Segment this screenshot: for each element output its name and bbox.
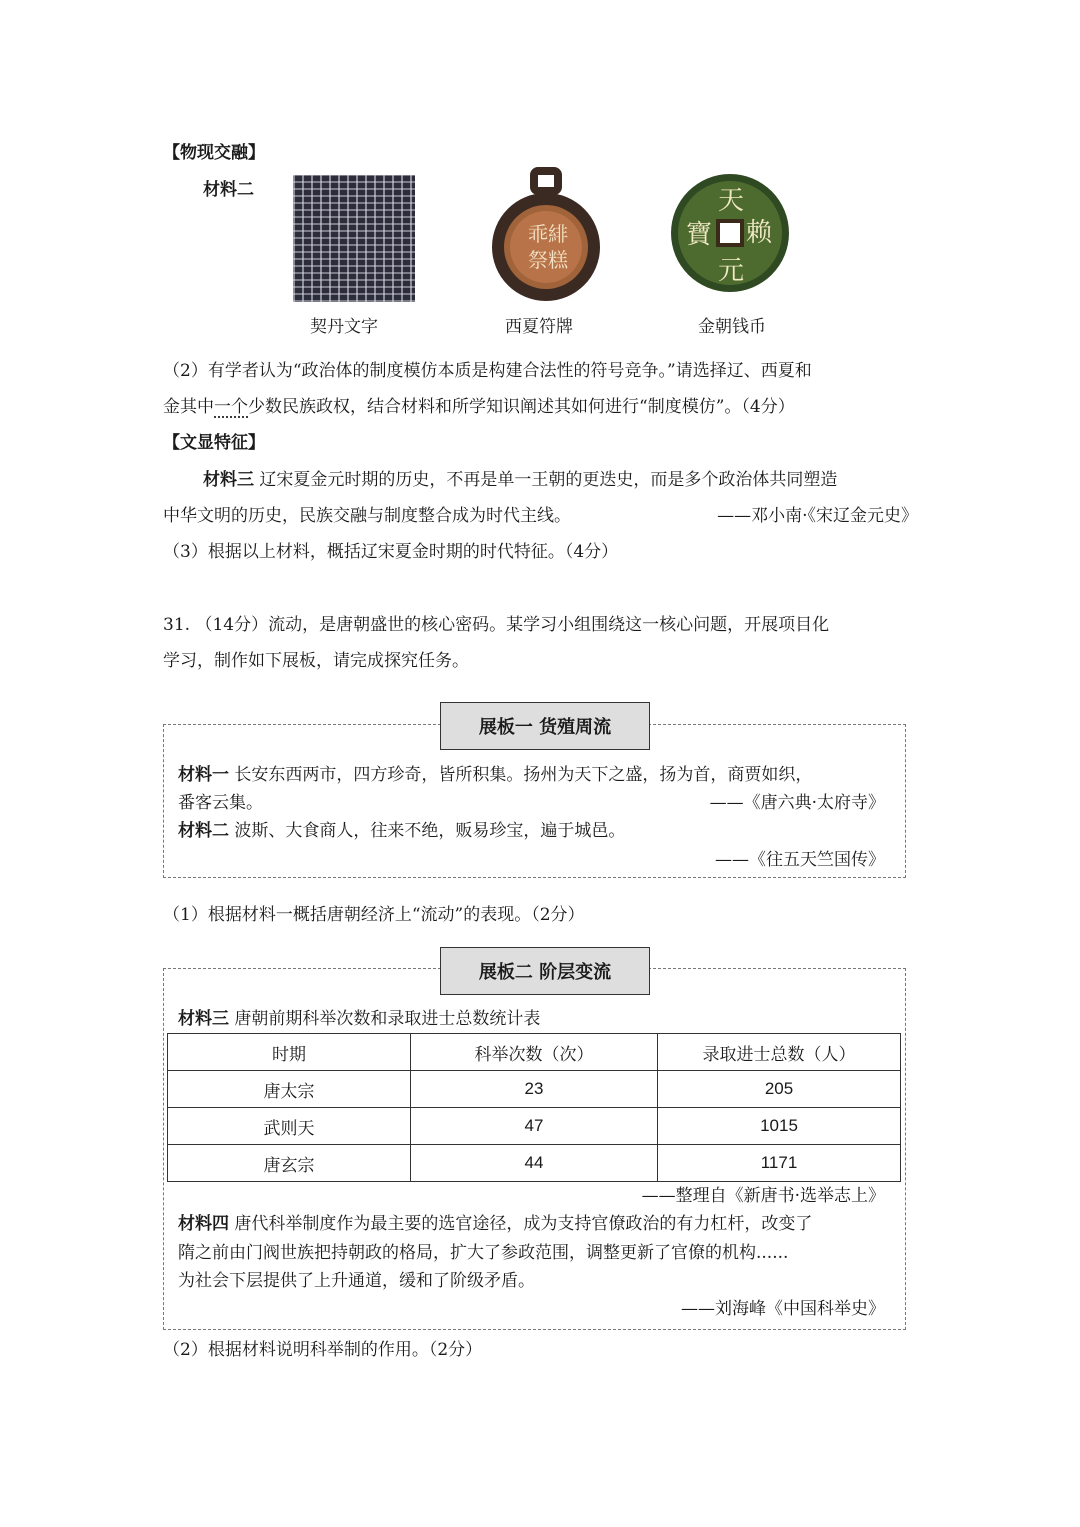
material-three-line-2: 中华文明的历史，民族交融与制度整合成为时代主线。 xyxy=(163,506,571,526)
board-two-question-2: （2）根据材料说明科举制的作用。（2分） xyxy=(163,1340,483,1360)
question-2-line-1: （2）有学者认为“政治体的制度模仿本质是构建合法性的符号竞争。”请选择辽、西夏和 xyxy=(163,361,812,381)
question-31-line-2: 学习，制作如下展板，请完成探究任务。 xyxy=(163,651,469,671)
board-two-material-four-line-3: 为社会下层提供了上升通道，缓和了阶级矛盾。 xyxy=(178,1271,535,1291)
table-header: 录取进士总数（人） xyxy=(658,1034,901,1071)
svg-text:寶: 寶 xyxy=(686,220,713,250)
section-heading-material-fusion: 【物现交融】 xyxy=(163,143,265,163)
board-two-material-four-line-1: 材料四 唐代科举制度作为最主要的选官途径，成为支持官僚政治的有力杠杆，改变了 xyxy=(178,1214,813,1234)
image-caption-khitan: 契丹文字 xyxy=(310,317,378,337)
table-cell: 47 xyxy=(411,1108,658,1145)
table-cell: 武则天 xyxy=(168,1108,411,1145)
svg-text:祭: 祭 xyxy=(528,248,548,272)
board-two-material-four-line-2: 隋之前由门阀世族把持朝政的格局，扩大了参政范围，调整更新了官僚的机构...... xyxy=(178,1243,789,1263)
svg-text:緋: 緋 xyxy=(548,222,568,246)
western-xia-token-image xyxy=(490,163,602,303)
board-two-material-three-source: ——整理自《新唐书·选举志上》 xyxy=(641,1186,885,1206)
board-two-material-three-title: 材料三 唐朝前期科举次数和录取进士总数统计表 xyxy=(178,1009,541,1029)
table-row xyxy=(168,1108,901,1145)
board-one-material-two-source: ——《往五天竺国传》 xyxy=(715,850,885,870)
khitan-stele-image xyxy=(293,175,415,302)
table-cell: 23 xyxy=(411,1071,658,1108)
material-three-line-1: 材料三 辽宋夏金元时期的历史，不再是单一王朝的更迭史，而是多个政治体共同塑造 xyxy=(203,470,838,490)
svg-text:乖: 乖 xyxy=(528,222,548,246)
question-31-line-1: 31. （14分）流动，是唐朝盛世的核心密码。某学习小组围绕这一核心问题，开展项目化 xyxy=(163,615,830,635)
table-cell: 205 xyxy=(658,1071,901,1108)
table-cell: 44 xyxy=(411,1145,658,1182)
svg-text:元: 元 xyxy=(718,256,745,286)
section-heading-cultural-features: 【文显特征】 xyxy=(163,433,265,453)
question-2-line-2: 金其中一个少数民族政权，结合材料和所学知识阐述其如何进行“制度模仿”。（4分） xyxy=(163,397,795,417)
image-caption-jin: 金朝钱币 xyxy=(698,317,766,337)
material-label: 材料二 xyxy=(203,180,254,200)
table-cell: 唐太宗 xyxy=(168,1071,411,1108)
board-one-material-one-source: ——《唐六典·太府寺》 xyxy=(709,793,885,813)
board-two-title: 展板二 阶层变流 xyxy=(440,947,650,995)
table-cell: 唐玄宗 xyxy=(168,1145,411,1182)
board-one-material-one-line-2: 番客云集。 xyxy=(178,793,263,813)
table-row xyxy=(168,1071,901,1108)
board-two-material-four-source: ——刘海峰《中国科举史》 xyxy=(681,1299,885,1319)
svg-text:糕: 糕 xyxy=(548,248,568,272)
table-header: 科举次数（次） xyxy=(411,1034,658,1071)
image-caption-western-xia: 西夏符牌 xyxy=(505,317,573,337)
board-one-material-one-line-1: 材料一 长安东西两市，四方珍奇，皆所积集。扬州为天下之盛，扬为首，商贾如织， xyxy=(178,765,813,785)
jin-coin-image xyxy=(670,173,790,293)
imperial-exam-statistics-table xyxy=(167,1033,901,1182)
table-cell: 1171 xyxy=(658,1145,901,1182)
question-3: （3）根据以上材料，概括辽宋夏金时期的时代特征。（4分） xyxy=(163,542,619,562)
svg-text:天: 天 xyxy=(718,186,745,216)
table-header: 时期 xyxy=(168,1034,411,1071)
board-one-material-two: 材料二 波斯、大食商人，往来不绝，贩易珍宝，遍于城邑。 xyxy=(178,821,626,841)
svg-text:赖: 赖 xyxy=(746,218,773,248)
table-cell: 1015 xyxy=(658,1108,901,1145)
material-three-source: ——邓小南·《宋辽金元史》 xyxy=(717,506,918,526)
board-one-question-1: （1）根据材料一概括唐朝经济上“流动”的表现。（2分） xyxy=(163,905,585,925)
table-header-row xyxy=(168,1034,901,1071)
board-one-title: 展板一 货殖周流 xyxy=(440,702,650,750)
table-row xyxy=(168,1145,901,1182)
emphasis-dots: 一个 xyxy=(214,397,248,417)
